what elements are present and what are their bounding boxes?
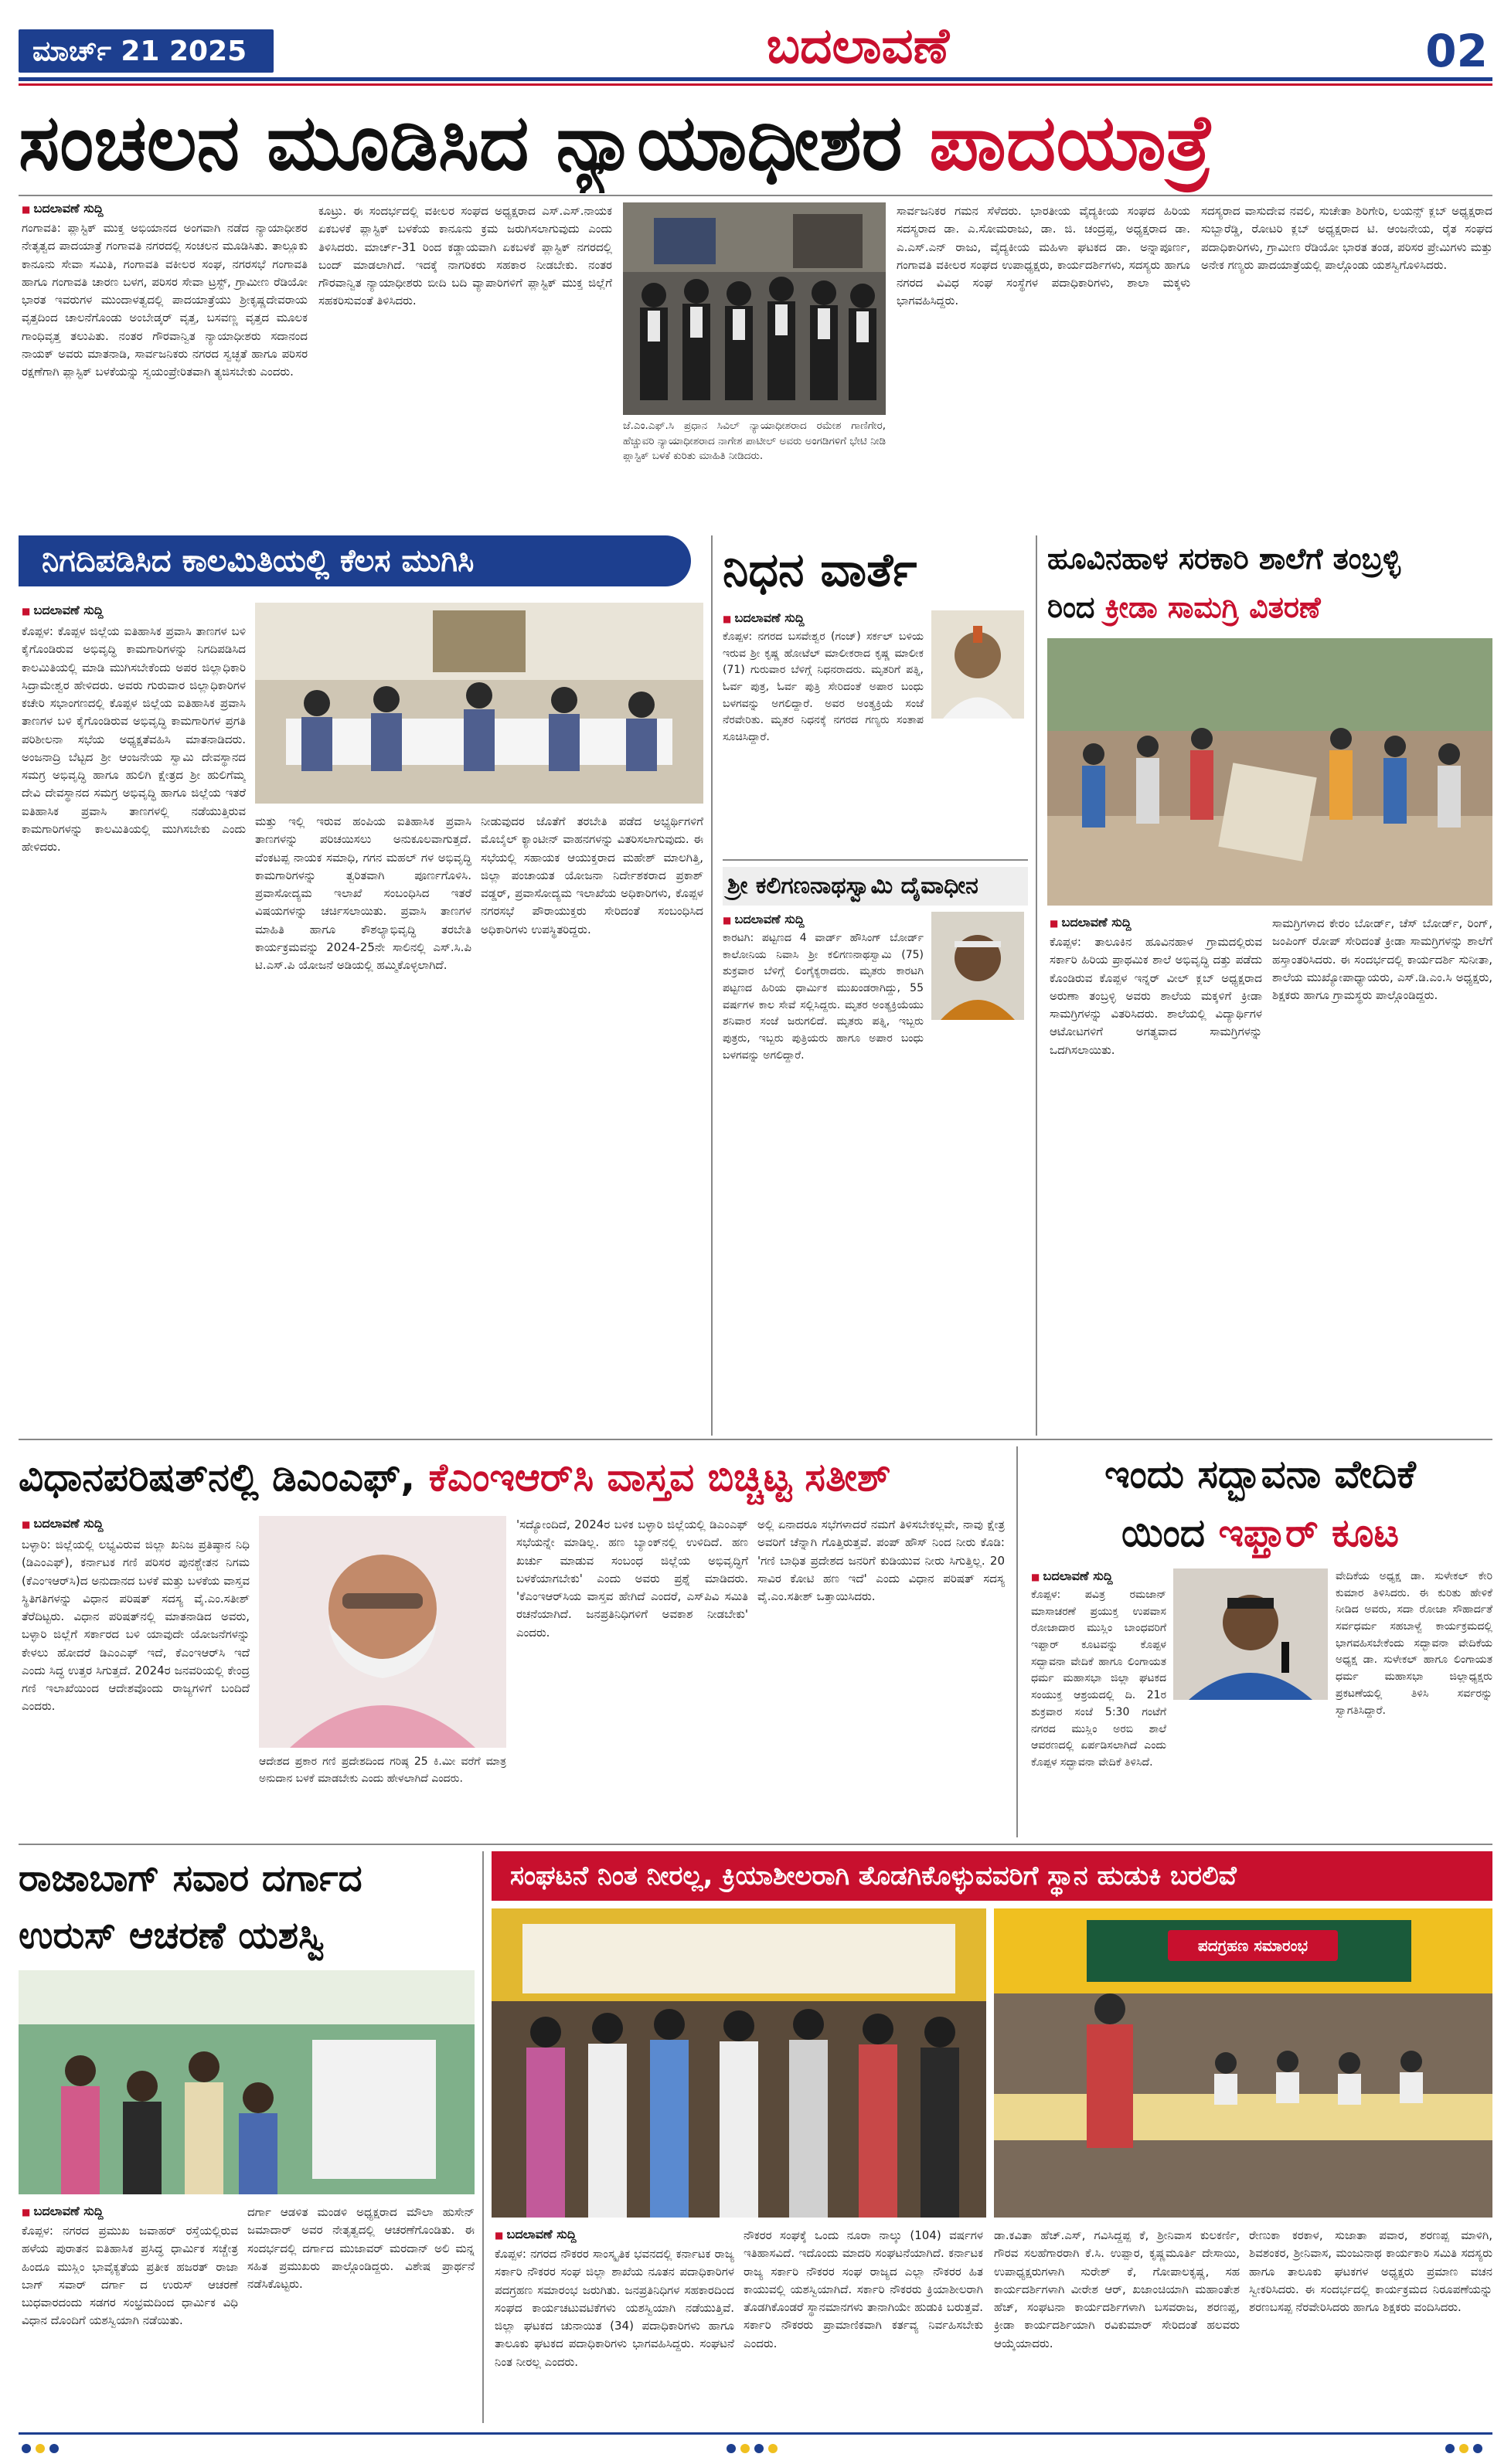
story8-column-1: ಕೊಪ್ಪಳ: ನಗರದ ಪ್ರಮುಖ ಜವಾಹರ್ ರಸ್ತೆಯಲ್ಲಿರುವ ಹಳೆಯ ಪುರಾತನ ಐತಿಹಾಸಿಕ ಪ್ರಸಿದ್ಧ ಧಾರ್ಮಿಕ ಸಚ್ಚೇತ್ರ ಹಿಂದೂ ಮುಸ್ಲಿಂ ಭಾವೈಕ್ಯತೆಯ ಪ್ರತೀಕ ಹಜರತ್ ರಾಜಾ ಬಾಗ್ ಸವಾರ್ ದರ್ಗಾ ದ ಉರುಸ್ ಆಚರಣೆ ಬುಧವಾರದಂದು ಸಡಗರ ಸಂಭ್ರಮದಿಂದ ಧಾರ್ಮಿಕ ವಿಧಿ ವಿಧಾನ ದೊಂದಿಗೆ ಯಶಸ್ವಿಯಾಗಿ ನಡೆಯಿತು. (22, 2224, 238, 2328)
story9-column-4: ರೇಣುಕಾ ಕರಕಾಳ, ಸುಜಾತಾ ಪವಾರ, ಶರಣಪ್ಪ ಮಾಳಿಗಿ, ಶಿವಶಂಕರ, ಶ್ರೀನಿವಾಸ, ಮಂಜುನಾಥ ಕಾರ್ಯಕಾರಿ ಸಮಿತಿ ಸದಸ್ಯರು ಹಾಗೂ ತಾಲೂಕು ಘಟಕಗಳ ಅಧ್ಯಕ್ಷರು ಪ್ರಮಾಣ ವಚನ ಸ್ವೀಕರಿಸಿದರು. ಈ ಸಂದರ್ಭದಲ್ಲಿ ಕಾರ್ಯಕ್ರಮದ ನಿರೂಪಣೆಯನ್ನು ಶರಣಬಸಪ್ಪ ನೆರವೇರಿಸಿದರು ಹಾಗೂ ಶಿಕ್ಷಕರು ವಂದಿಸಿದರು. (1249, 2228, 1492, 2314)
story9-byline: ■ ಬದಲಾವಣೆ ಸುದ್ದಿ (495, 2227, 577, 2242)
story7-column-1: ಕೊಪ್ಪಳ: ಪವಿತ್ರ ರಮಜಾನ್ ಮಾಸಾಚರಣೆ ಪ್ರಯುಕ್ತ ಉಪವಾಸ ರೋಜಾದಾರ ಮುಸ್ಲಿಂ ಬಾಂಧವರಿಗೆ ಇಫ್ತಾರ್ ಕೂಟವನ್ನು ಕೊಪ್ಪಳ ಸದ್ಭಾವನಾ ವೇದಿಕೆ ಹಾಗೂ ಲಿಂಗಾಯತ ಧರ್ಮ ಮಹಾಸಭಾ ಜಿಲ್ಲಾ ಘಟಕದ ಸಂಯುಕ್ತ ಆಶ್ರಯದಲ್ಲಿ ದಿ. 21ರ ಶುಕ್ರವಾರ ಸಂಜೆ 5:30 ಗಂಟೆಗೆ ನಗರದ ಮುಸ್ಲಿಂ ಅರಬಿ ಶಾಲೆ ಆವರಣದಲ್ಲಿ ಏರ್ಪಡಿಸಲಾಗಿದೆ ಎಂದು ಕೊಪ್ಪಳ ಸದ್ಭಾವನಾ ವೇದಿಕೆ ತಿಳಿಸಿದೆ. (1031, 1589, 1166, 1769)
story5-column-2: ಸಾಮಗ್ರಿಗಳಾದ ಕೇರಂ ಬೋರ್ಡ್, ಚೆಸ್ ಬೋರ್ಡ್, ರಿಂಗ್, ಜಂಪಿಂಗ್ ರೋಪ್ ಸೇರಿದಂತೆ ಕ್ರೀಡಾ ಸಾಮಗ್ರಿಗಳನ್ನು ಶಾಲೆಗೆ ಹಸ್ತಾಂತರಿಸಿದರು. ಈ ಸಂದರ್ಭದಲ್ಲಿ ಕಾರ್ಯದರ್ಶಿ ಸುನೀತಾ, ಶಾಲೆಯ ಮುಖ್ಯೋಪಾಧ್ಯಾಯರು, ಎಸ್.ಡಿ.ಎಂ.ಸಿ ಅಧ್ಯಕ್ಷರು, ಶಿಕ್ಷಕರು ಹಾಗೂ ಗ್ರಾಮಸ್ಥರು ಪಾಲ್ಗೊಂಡಿದ್ದರು. (1272, 916, 1492, 1002)
newspaper-title: ಬದಲಾವಣೆ (766, 17, 950, 75)
story1-column-5: ಸದಸ್ಯರಾದ ವಾಸುದೇವ ನವಲಿ, ಸುಚೇತಾ ಶಿರಿಗೇರಿ, ಲಯನ್ಸ್ ಕ್ಲಬ್ ಅಧ್ಯಕ್ಷರಾದ ಸುಬ್ಬಾರೆಡ್ಡಿ, ರೋಟರಿ ಕ್ಲಬ್ ಅಧ್ಯಕ್ಷರಾದ ಟಿ. ಆಂಜನೇಯ, ರೈತ ಸಂಘದ ಪದಾಧಿಕಾರಿಗಳು, ಗ್ರಾಮೀಣ ರೆಡಿಯೋ ಭಾರತ ತಂಡ, ಪರಿಸರ ಪ್ರೇಮಿಗಳು ಮತ್ತು ಅನೇಕ ಗಣ್ಯರು ಪಾದಯಾತ್ರೆಯಲ್ಲಿ ಪಾಲ್ಗೊಂಡು ಯಶಸ್ವಿಗೊಳಿಸಿದರು. (1201, 204, 1492, 272)
footer-dots-left (22, 2442, 63, 2456)
story8-headline-line1: ರಾಜಾಬಾಗ್ ಸವಾರ ದರ್ಗಾದ (19, 1857, 362, 1900)
story8-photo (19, 1970, 475, 2194)
story5-byline: ■ ಬದಲಾವಣೆ ಸುದ್ದಿ (1050, 915, 1132, 930)
story4-body: ಕಾರಟಗಿ: ಪಟ್ಟಣದ 4 ವಾರ್ಡ್ ಹೌಸಿಂಗ್ ಬೋರ್ಡ್ ಕಾಲೋನಿಯ ನಿವಾಸಿ ಶ್ರೀ ಕಲಿಗಣನಾಥಸ್ವಾಮಿ (75) ಶುಕ್ರವಾರ ಬೆಳಿಗ್ಗೆ ಲಿಂಗೈಕ್ಯರಾದರು. ಮೃತರು ಕಾರಟಗಿ ಪಟ್ಟಣದ ಹಿರಿಯ ಧಾರ್ಮಿಕ ಮುಖಂಡರಾಗಿದ್ದು, 55 ವರ್ಷಗಳ ಕಾಲ ಸೇವೆ ಸಲ್ಲಿಸಿದ್ದರು. ಮೃತರ ಅಂತ್ಯಕ್ರಿಯೆಯು ಶನಿವಾರ ಸಂಜೆ ಜರುಗಲಿದೆ. ಮೃತರು ಪತ್ನಿ, ಇಬ್ಬರು ಪುತ್ರರು, ಇಬ್ಬರು ಪುತ್ರಿಯರು ಹಾಗೂ ಅಪಾರ ಬಂಧು ಬಳಗವನ್ನು ಅಗಲಿದ್ದಾರೆ. (723, 932, 924, 1062)
story3-portrait-art (931, 610, 1024, 719)
column-divider (1036, 535, 1037, 1436)
story2-headline-banner: ನಿಗದಿಪಡಿಸಿದ ಕಾಲಮಿತಿಯಲ್ಲಿ ಕೆಲಸ ಮುಗಿಸಿ (19, 535, 691, 586)
story1-photo-caption: ಜೆ.ಎಂ.ಎಫ್.ಸಿ ಪ್ರಧಾನ ಸಿವಿಲ್ ನ್ಯಾಯಾಧೀಶರಾದ ರಮೇಶ ಗಾಣಿಗೇರ, ಹೆಚ್ಚುವರಿ ನ್ಯಾಯಾಧೀಶರಾದ ನಾಗೇಶ ಪಾಟೀಲ್ ಅವರು ಅಂಗಡಿಗಳಿಗೆ ಭೇಟಿ ನೀಡಿ ಪ್ಲಾಸ್ಟಿಕ್ ಬಳಕೆ ಕುರಿತು ಮಾಹಿತಿ ನೀಡಿದರು. (623, 420, 886, 463)
story4-portrait (931, 912, 1024, 1020)
story1-photo-art (623, 202, 886, 415)
story2-byline: ■ ಬದಲಾವಣೆ ಸುದ್ದಿ (22, 603, 104, 618)
story1-headline (19, 93, 1492, 193)
date-badge: ಮಾರ್ಚ್ 21 2025 (19, 29, 274, 73)
footer-rule (19, 2432, 1492, 2435)
story1-column-1: ಗಂಗಾವತಿ: ಪ್ಲಾಸ್ಟಿಕ್ ಮುಕ್ತ ಅಭಿಯಾನದ ಅಂಗವಾಗಿ ನಡೆದ ನ್ಯಾಯಾಧೀಶರ ನೇತೃತ್ವದ ಪಾದಯಾತ್ರೆ ಗಂಗಾವತಿ ನಗರದಲ್ಲಿ ಸಂಚಲನ ಮೂಡಿಸಿತು. ತಾಲ್ಲೂಕು ಕಾನೂನು ಸೇವಾ ಸಮಿತಿ, ಗಂಗಾವತಿ ವಕೀಲರ ಸಂಘ, ನಗರಸಭೆ ಗಂಗಾವತಿ ಹಾಗೂ ಗಂಗಾವತಿ ಚಾರಣ ಬಳಗ, ಪರಿಸರ ಸೇವಾ ಟ್ರಸ್ಟ್, ಗ್ರಾಮೀಣ ರೆಡಿಯೋ ಭಾರತ ಇವರುಗಳ ಮುಂದಾಳತ್ವದಲ್ಲಿ ಪಾದಯಾತ್ರೆಯು ಶ್ರೀಕೃಷ್ಣದೇವರಾಯ ವೃತ್ತದಿಂದ ಚಾಲನೆಗೊಂಡು ಅಂಬೇಡ್ಕರ್ ವೃತ್ತ, ಬಸವಣ್ಣ ವೃತ್ತದ ಮೂಲಕ ಗಾಂಧಿವೃತ್ತ ತಲುಪಿತು. ನಂತರ ಗೌರವಾನ್ವಿತ ನ್ಯಾಯಾಧೀಶರು ಸದಾನಂದ ನಾಯಕ್ ಅವರು ಮಾತನಾಡಿ, ಸಾರ್ವಜನಿಕರು ನಗರದ ಸ್ವಚ್ಛತೆ ಹಾಗೂ ಪರಿಸರ ರಕ್ಷಣೆಗಾಗಿ ಪ್ಲಾಸ್ಟಿಕ್ ಬಳಕೆಯನ್ನು ಸ್ವಯಂಪ್ರೇರಿತವಾಗಿ ತ್ಯಜಿಸಬೇಕು ಎಂದರು. (22, 221, 308, 379)
story5-photo-art (1047, 638, 1492, 906)
column-divider (482, 1851, 484, 2423)
story1-headline-main: ಸಂಚಲನ ಮೂಡಿಸಿದ ನ್ಯಾಯಾಧೀಶರ (19, 97, 930, 188)
story8-column-2: ದರ್ಗಾ ಆಡಳಿತ ಮಂಡಳಿ ಅಧ್ಯಕ್ಷರಾದ ಮೌಲಾ ಹುಸೇನ್ ಜಮಾದಾರ್ ಅವರ ನೇತೃತ್ವದಲ್ಲಿ ಆಚರಣೆಗೊಂಡಿತು. ಈ ಸಂದರ್ಭದಲ್ಲಿ ದರ್ಗಾದ ಮುಜಾವರ್ ಮರದಾನ್ ಅಲಿ ಮನ್ನ ಸಹಿತ ಪ್ರಮುಖರು ಪಾಲ್ಗೊಂಡಿದ್ದರು. ವಿಶೇಷ ಪ್ರಾರ್ಥನೆ ನಡೆಸಿಕೊಟ್ಟರು. (247, 2205, 475, 2291)
story2-photo (255, 603, 703, 804)
story1-byline: ■ ಬದಲಾವಣೆ ಸುದ್ದಿ (22, 201, 104, 216)
story7-headline-line2 (1028, 1505, 1492, 1561)
story7-column-2: ವೇದಿಕೆಯ ಅಧ್ಯಕ್ಷ ಡಾ. ಸುಳೇಕಲ್ ಕೇರಿ ಕುಮಾರ ತಿಳಿಸಿದರು. ಈ ಕುರಿತು ಹೇಳಿಕೆ ನೀಡಿದ ಅವರು, ಸದಾ ರೋಜಾ ಸೌಹಾರ್ದತೆ ಸರ್ವಧರ್ಮ ಸಹಬಾಳ್ವೆ ಕಾರ್ಯಕ್ರಮದಲ್ಲಿ ಭಾಗವಹಿಸಬೇಕೆಂದು ಸದ್ಭಾವನಾ ವೇದಿಕೆಯ ಅಧ್ಯಕ್ಷ ಡಾ. ಸುಳೇಕಲ್ ಹಾಗೂ ಲಿಂಗಾಯತ ಧರ್ಮ ಮಹಾಸಭಾ ಜಿಲ್ಲಾಧ್ಯಕ್ಷರು ಪ್ರಕಟಣೆಯಲ್ಲಿ ತಿಳಿಸಿ ಸರ್ವರನ್ನು ಸ್ವಾಗತಿಸಿದ್ದಾರೆ. (1336, 1570, 1492, 1717)
story3-byline: ■ ಬದಲಾವಣೆ ಸುದ್ದಿ (723, 610, 805, 626)
story9-column-2: ನೌಕರರ ಸಂಘಕ್ಕೆ ಒಂದು ನೂರಾ ನಾಲ್ಕು (104) ವರ್ಷಗಳ ಇತಿಹಾಸವಿದೆ. ಇದೊಂದು ಮಾದರಿ ಸಂಘಟನೆಯಾಗಿದೆ. ಕರ್ನಾಟಕ ರಾಜ್ಯ ಸರ್ಕಾರಿ ನೌಕರರ ಸಂಘ ರಾಜ್ಯದ ಎಲ್ಲಾ ನೌಕರರ ಹಿತ ಕಾಯುವಲ್ಲಿ ಯಶಸ್ವಿಯಾಗಿದೆ. ಸರ್ಕಾರಿ ನೌಕರರು ಕ್ರಿಯಾಶೀಲರಾಗಿ ತೊಡಗಿಕೊಂಡರೆ ಸ್ಥಾನಮಾನಗಳು ತಾನಾಗಿಯೇ ಹುಡುಕಿ ಬರುತ್ತವೆ. ಸರ್ಕಾರಿ ನೌಕರರು ಪ್ರಾಮಾಣಿಕವಾಗಿ ಕರ್ತವ್ಯ ನಿರ್ವಹಿಸಬೇಕು ಎಂದರು. (744, 2228, 983, 2350)
story6-column-3: 'ಸದ್ಯೋಂದಿದೆ, 2024ರ ಬಳಿಕ ಬಳ್ಳಾರಿ ಜಿಲ್ಲೆಯಲ್ಲಿ ಡಿಎಂಎಫ್ ಸಭೆಯನ್ನೇ ಮಾಡಿಲ್ಲ. ಹಣ ಬ್ಯಾಂಕ್‌ನಲ್ಲಿ ಉಳಿದಿದೆ. ಹಣ ಖರ್ಚು ಮಾಡುವ ಸಂಬಂಧ ಜಿಲ್ಲೆಯ ಅಭಿವೃದ್ಧಿಗೆ ಬಳಕೆಯಾಗಬೇಕು' ಎಂದು ಅವರು ಪ್ರಶ್ನೆ ಮಾಡಿದರು. 'ಕೆಎಂಇಆರ್‌ಸಿಯ ವಾಸ್ತವ ಹೇಗಿದೆ ಎಂದರೆ, ಎಸ್‌ಪಿವಿ ಸಮಿತಿ ರಚನೆಯಾಗಿದೆ. ಜನಪ್ರತಿನಿಧಿಗಳಿಗೆ ಅವಕಾಶ ನೀಡಬೇಕು' ಎಂದರು. (516, 1517, 748, 1640)
story8-byline: ■ ಬದಲಾವಣೆ ಸುದ್ದಿ (22, 2204, 104, 2219)
section-divider (19, 1439, 1492, 1440)
story4-headline: ಶ್ರೀ ಕಲಿಗಣನಾಥಸ್ವಾಮಿ ದೈವಾಧೀನ (723, 867, 1028, 906)
story6-portrait-art (259, 1516, 506, 1748)
story9-column-3: ಡಾ.ಕವಿತಾ ಹೆಚ್.ಎಸ್, ಗವಿಸಿದ್ದಪ್ಪ ಕೆ, ಶ್ರೀನಿವಾಸ ಕುಲಕರ್ಣಿ, ಗೌರವ ಸಲಹೆಗಾರರಾಗಿ ಕೆ.ಸಿ. ಉಪ್ಪಾರ, ಕೃಷ್ಣಮೂರ್ತಿ ದೇಸಾಯಿ, ಉಪಾಧ್ಯಕ್ಷರುಗಳಾಗಿ ಸುರೇಶ್ ಕೆ, ಗೋಪಾಲಕೃಷ್ಣ, ಸಹ ಕಾರ್ಯದರ್ಶಿಗಳಾಗಿ ವೀರೇಶ ಆರ್, ಖಜಾಂಚಿಯಾಗಿ ಮಹಾಂತೇಶ ಹೆಚ್, ಸಂಘಟನಾ ಕಾರ್ಯದರ್ಶಿಗಳಾಗಿ ಬಸವರಾಜ, ಶರಣಪ್ಪ, ಕ್ರೀಡಾ ಕಾರ್ಯದರ್ಶಿಯಾಗಿ ರವಿಕುಮಾರ್ ಸೇರಿದಂತೆ ಹಲವರು ಆಯ್ಕೆಯಾದರು. (994, 2228, 1240, 2350)
story9-photo-1-art (492, 1908, 986, 2218)
masthead-rule (19, 77, 1492, 81)
story9-photo-2 (994, 1908, 1492, 2218)
story6-headline-main: ವಿಧಾನಪರಿಷತ್‌ನಲ್ಲಿ ಡಿಎಂಎಫ್, (19, 1455, 429, 1500)
story3-body: ಕೊಪ್ಪಳ: ನಗರದ ಬಸವೇಶ್ವರ (ಗಂಜ್) ಸರ್ಕಲ್ ಬಳಿಯ ಇರುವ ಶ್ರೀ ಕೃಷ್ಣ ಹೋಟೆಲ್ ಮಾಲೀಕರಾದ ಕೃಷ್ಣ ಮಾಲೀಕ (71) ಗುರುವಾರ ಬೆಳಿಗ್ಗೆ ನಿಧನರಾದರು. ಮೃತರಿಗೆ ಪತ್ನಿ, ಓರ್ವ ಪುತ್ರ, ಓರ್ವ ಪುತ್ರಿ ಸೇರಿದಂತೆ ಅಪಾರ ಬಂಧು ಬಳಗವನ್ನು ಅಗಲಿದ್ದಾರೆ. ಅವರ ಅಂತ್ಯಕ್ರಿಯೆ ಸಂಜೆ ನೆರವೇರಿತು. ಮೃತರ ನಿಧನಕ್ಕೆ ನಗರದ ಗಣ್ಯರು ಸಂತಾಪ ಸೂಚಿಸಿದ್ದಾರೆ. (723, 630, 924, 744)
story9-column-1: ಕೊಪ್ಪಳ: ನಗರದ ನೌಕರರ ಸಾಂಸ್ಕೃತಿಕ ಭವನದಲ್ಲಿ ಕರ್ನಾಟಕ ರಾಜ್ಯ ಸರ್ಕಾರಿ ನೌಕರರ ಸಂಘ ಜಿಲ್ಲಾ ಶಾಖೆಯ ನೂತನ ಪದಾಧಿಕಾರಿಗಳ ಪದಗ್ರಹಣ ಸಮಾರಂಭ ಜರುಗಿತು. ಜನಪ್ರತಿನಿಧಿಗಳ ಸಹಕಾರದಿಂದ ಸಂಘದ ಕಾರ್ಯಚಟುವಟಿಕೆಗಳು ಯಶಸ್ವಿಯಾಗಿ ನಡೆಯುತ್ತಿವೆ. ಜಿಲ್ಲಾ ಘಟಕದ ಚುನಾಯಿತ (34) ಪದಾಧಿಕಾರಿಗಳು ಹಾಗೂ ತಾಲೂಕು ಘಟಕದ ಪದಾಧಿಕಾರಿಗಳು ಭಾಗವಹಿಸಿದ್ದರು. ಸಂಘಟನೆ ನಿಂತ ನೀರಲ್ಲ ಎಂದರು. (495, 2247, 734, 2369)
section-divider (19, 195, 1492, 196)
story1-photo (623, 202, 886, 415)
story6-portrait (259, 1516, 506, 1748)
story7-headline-line1: ಇಂದು ಸದ್ಭಾವನಾ ವೇದಿಕೆ (1104, 1452, 1416, 1497)
column-divider (711, 535, 713, 1436)
story6-photo-caption: ಆದೇಶದ ಪ್ರಕಾರ ಗಣಿ ಪ್ರದೇಶದಿಂದ ಗರಿಷ್ಠ 25 ಕಿ.ಮೀ ವರೆಗೆ ಮಾತ್ರ ಅನುದಾನ ಬಳಕೆ ಮಾಡಬೇಕು ಎಂದು ಹೇಳಲಾಗಿದೆ ಎಂದರು. (259, 1755, 506, 1785)
story6-byline: ■ ಬದಲಾವಣೆ ಸುದ್ದಿ (22, 1516, 104, 1531)
story5-headline-lead: ರಿಂದ (1047, 590, 1105, 624)
story7-photo-art (1173, 1568, 1328, 1700)
story2-photo-art (255, 603, 703, 804)
story3-headline: ನಿಧನ ವಾರ್ತೆ (723, 543, 917, 597)
page-number: 02 (1425, 25, 1488, 77)
section-divider (19, 1844, 1492, 1845)
story5-column-1: ಕೊಪ್ಪಳ: ತಾಲೂಕಿನ ಹೂವಿನಹಾಳ ಗ್ರಾಮದಲ್ಲಿರುವ ಸರ್ಕಾರಿ ಹಿರಿಯ ಪ್ರಾಥಮಿಕ ಶಾಲೆ ಅಭಿವೃದ್ಧಿ ದತ್ತು ಪಡೆದು ಕೊಂಡಿರುವ ಕೊಪ್ಪಳ ಇನ್ನರ್ ವೀಲ್ ಕ್ಲಬ್ ಅಧ್ಯಕ್ಷರಾದ ಅರುಣಾ ತಂಬ್ರಳ್ಳಿ ಅವರು ಶಾಲೆಯ ಮಕ್ಕಳಿಗೆ ಕ್ರೀಡಾ ಸಾಮಗ್ರಿಗಳನ್ನು ವಿತರಿಸಿದರು. ಶಾಲೆಯಲ್ಲಿ ವಿದ್ಯಾರ್ಥಿಗಳ ಆಟೋಟಗಳಿಗೆ ಅಗತ್ಯವಾದ ಸಾಮಗ್ರಿಗಳನ್ನು ಒದಗಿಸಲಾಯಿತು. (1050, 935, 1262, 1057)
section-divider (723, 859, 1028, 861)
story5-headline-line1: ಹೂವಿನಹಾಳ ಸರಕಾರಿ ಶಾಲೆಗೆ ತಂಬ್ರಳ್ಳಿ (1047, 542, 1401, 576)
story4-byline: ■ ಬದಲಾವಣೆ ಸುದ್ದಿ (723, 912, 805, 927)
story5-headline-line2 (1047, 584, 1492, 630)
story7-headline-accent: ಇಫ್ತಾರ್ ಕೂಟ (1218, 1511, 1400, 1555)
story6-headline (19, 1446, 1008, 1508)
story6-column-1: ಬಳ್ಳಾರಿ: ಜಿಲ್ಲೆಯಲ್ಲಿ ಲಭ್ಯವಿರುವ ಜಿಲ್ಲಾ ಖನಿಜ ಪ್ರತಿಷ್ಠಾನ ನಿಧಿ (ಡಿಎಂಎಫ್), ಕರ್ನಾಟಕ ಗಣಿ ಪರಿಸರ ಪುನಶ್ಚೇತನ ನಿಗಮ (ಕೆಎಂಇಆರ್‌ಸಿ)ದ ಅನುದಾನದ ಬಳಕೆ ಮತ್ತು ಬಳಕೆಯ ವಾಸ್ತವ ಸ್ಥಿತಿಗತಿಗಳನ್ನು ವಿಧಾನ ಪರಿಷತ್ ಸದಸ್ಯ ವೈ.ಎಂ.ಸತೀಶ್ ತೆರೆದಿಟ್ಟರು. ವಿಧಾನ ಪರಿಷತ್‌ನಲ್ಲಿ ಮಾತನಾಡಿದ ಅವರು, ಬಳ್ಳಾರಿ ಜಿಲ್ಲೆಗೆ ಸರ್ಕಾರದ ಬಳಿ ಯಾವುದೇ ಯೋಜನೆಗಳನ್ನು ಕೇಳಲು ಹೋದರೆ ಡಿಎಂಎಫ್ ಇದೆ, ಕೆಎಂಇಆರ್‌ಸಿ ಇದೆ ಎಂದು ಸಿದ್ಧ ಉತ್ತರ ಸಿಗುತ್ತದೆ. 2024ರ ಜನವರಿಯಲ್ಲಿ ಕೇಂದ್ರ ಗಣಿ ಇಲಾಖೆಯಿಂದ ಆದೇಶವೊಂದು ರಾಜ್ಯಗಳಿಗೆ ಬಂದಿದೆ ಎಂದರು. (22, 1538, 250, 1714)
story9-headline-banner: ಸಂಘಟನೆ ನಿಂತ ನೀರಲ್ಲ, ಕ್ರಿಯಾಶೀಲರಾಗಿ ತೊಡಗಿಕೊಳ್ಳುವವರಿಗೆ ಸ್ಥಾನ ಹುಡುಕಿ ಬರಲಿವೆ (492, 1851, 1492, 1901)
story1-headline-accent: ಪಾದಯಾತ್ರೆ (929, 97, 1213, 188)
masthead-rule-accent (19, 83, 1492, 86)
story3-portrait (931, 610, 1024, 719)
story4-portrait-art (931, 912, 1024, 1020)
story7-byline: ■ ಬದಲಾವಣೆ ಸುದ್ದಿ (1031, 1568, 1113, 1584)
story6-headline-accent: ಕೆಎಂಇಆರ್‌ಸಿ ವಾಸ್ತವ ಬಿಚ್ಚಿಟ್ಟ ಸತೀಶ್ (428, 1455, 891, 1500)
footer-dots-center (727, 2442, 782, 2456)
column-divider (1016, 1446, 1018, 1837)
story5-headline-accent: ಕ್ರೀಡಾ ಸಾಮಗ್ರಿ ವಿತರಣೆ (1104, 590, 1321, 624)
footer-dots-right (1445, 2442, 1487, 2456)
story7-headline-lead: ಯಿಂದ (1121, 1511, 1219, 1555)
story9-photo-1 (492, 1908, 986, 2218)
story1-column-2: ಕೂಟ್ರು. ಈ ಸಂದರ್ಭದಲ್ಲಿ ವಕೀಲರ ಸಂಘದ ಅಧ್ಯಕ್ಷರಾದ ಎಸ್.ಎಸ್.ನಾಯಕ ಏಕಬಳಕೆ ಪ್ಲಾಸ್ಟಿಕ್ ಬಳಕೆಯ ಕಾನೂನು ಕ್ರಮ ಜರುಗಿಸಲಾಗುವುದು ಎಂದು ತಿಳಿಸಿದರು. ಮಾರ್ಚ್-31 ರಿಂದ ಕಡ್ಡಾಯವಾಗಿ ಏಕಬಳಕೆ ಪ್ಲಾಸ್ಟಿಕ್ ನಗರದಲ್ಲಿ ಬಂದ್ ಮಾಡಲಾಗಿದೆ. ಇದಕ್ಕೆ ನಾಗರಿಕರು ಸಹಕಾರ ನೀಡಬೇಕು. ನಂತರ ಗೌರವಾನ್ವಿತ ನ್ಯಾಯಾಧೀಶರು ಬೀದಿ ಬದಿ ವ್ಯಾಪಾರಿಗಳಿಗೆ ಪ್ಲಾಸ್ಟಿಕ್ ಮುಕ್ತ ಜಿಲ್ಲೆಗೆ ಸಹಕರಿಸುವಂತೆ ತಿಳಿಸಿದರು. (318, 204, 612, 308)
story2-column-2: ಮತ್ತು ಇಲ್ಲಿ ಇರುವ ಹಂಪಿಯ ಐತಿಹಾಸಿಕ ಪ್ರವಾಸಿ ತಾಣಗಳನ್ನು ಪರಿಚಯಿಸಲು ಅನುಕೂಲವಾಗುತ್ತದೆ. ವೆಂಕಟಪ್ಪ ನಾಯಕ ಸಮಾಧಿ, ಗಗನ ಮಹಲ್ ಗಳ ಅಭಿವೃದ್ಧಿ ಕಾಮಗಾರಿಗಳನ್ನು ತ್ವರಿತವಾಗಿ ಪೂರ್ಣಗೊಳಿಸಿ. ಪ್ರವಾಸೋದ್ಯಮ ಇಲಾಖೆ ಸಂಬಂಧಿಸಿದ ಇತರೆ ವಿಷಯಗಳನ್ನು ಚರ್ಚಿಸಲಾಯಿತು. ಪ್ರವಾಸಿ ತಾಣಗಳ ಮಾಹಿತಿ ಹಾಗೂ ಕೌಶಲ್ಯಾಭಿವೃದ್ಧಿ ತರಬೇತಿ ಕಾರ್ಯಕ್ರಮವನ್ನು 2024-25ನೇ ಸಾಲಿನಲ್ಲಿ ಎಸ್.ಸಿ.ಪಿ ಟಿ.ಎಸ್.ಪಿ ಯೋಜನೆ ಅಡಿಯಲ್ಲಿ ಹಮ್ಮಿಕೊಳ್ಳಲಾಗಿದೆ. (255, 814, 471, 972)
story8-photo-art (19, 1970, 475, 2194)
story1-column-4: ಸಾರ್ವಜನಿಕರ ಗಮನ ಸೆಳೆದರು. ಭಾರತೀಯ ವೈದ್ಯಕೀಯ ಸಂಘದ ಹಿರಿಯ ಸದಸ್ಯರಾದ ಡಾ. ಎ.ಸೋಮರಾಜು, ಡಾ. ಜಿ. ಚಂದ್ರಪ್ಪ, ಅಧ್ಯಕ್ಷರಾದ ಡಾ. ಎ.ಎಸ್.ಎನ್ ರಾಜು, ವೈದ್ಯಕೀಯ ಮಹಿಳಾ ಘಟಕದ ಡಾ. ಅನ್ನಾಪೂರ್ಣ, ಗಂಗಾವತಿ ವಕೀಲರ ಸಂಘದ ಉಪಾಧ್ಯಕ್ಷರು, ಕಾರ್ಯದರ್ಶಿಗಳು, ಸದಸ್ಯರು ಹಾಗೂ ನಗರದ ವಿವಿಧ ಸಂಘ ಸಂಸ್ಥೆಗಳ ಪದಾಧಿಕಾರಿಗಳು, ಶಾಲಾ ಮಕ್ಕಳು ಭಾಗವಹಿಸಿದ್ದರು. (897, 204, 1190, 308)
story8-headline-line2: ಉರುಸ್ ಆಚರಣೆ ಯಶಸ್ವಿ (19, 1914, 325, 1957)
story6-column-4: ಅಲ್ಲಿ ಏನಾದರೂ ಸಭೆಗಳಾದರೆ ನಮಗೆ ತಿಳಿಸಬೇಕಲ್ಲವೇ, ನಾವು ಕ್ಷೇತ್ರ ಅವರಿಗೆ ಚೆನ್ನಾಗಿ ಗೊತ್ತಿರುತ್ತವೆ. ಪಂಪ್ ಹೌಸ್ ನಿಂದ ನೀರು ಕೊಡಿ: 'ಗಣಿ ಬಾಧಿತ ಪ್ರದೇಶದ ಜನರಿಗೆ ಕುಡಿಯುವ ನೀರು ಸಿಗುತ್ತಿಲ್ಲ. 20 ಸಾವಿರ ಕೋಟಿ ಹಣ ಇದೆ' ಎಂದು ವಿಧಾನ ಪರಿಷತ್ ಸದಸ್ಯ ವೈ.ಎಂ.ಸತೀಶ್ ಒತ್ತಾಯಿಸಿದರು. (757, 1517, 1005, 1603)
story5-photo (1047, 638, 1492, 906)
story2-column-1: ಕೊಪ್ಪಳ: ಕೊಪ್ಪಳ ಜಿಲ್ಲೆಯ ಐತಿಹಾಸಿಕ ಪ್ರವಾಸಿ ತಾಣಗಳ ಬಳಿ ಕೈಗೊಂಡಿರುವ ಅಭಿವೃದ್ಧಿ ಕಾಮಗಾರಿಗಳನ್ನು ನಿಗದಿಪಡಿಸಿದ ಕಾಲಮಿತಿಯಲ್ಲಿ ಮಾಡಿ ಮುಗಿಸಬೇಕೆಂದು ಅಪರ ಜಿಲ್ಲಾಧಿಕಾರಿ ಸಿದ್ರಾಮೇಶ್ವರ ಹೇಳಿದರು. ಅವರು ಗುರುವಾರ ಜಿಲ್ಲಾಧಿಕಾರಿಗಳ ಕಚೇರಿ ಸಭಾಂಗಣದಲ್ಲಿ ಕೊಪ್ಪಳ ಜಿಲ್ಲೆಯ ಐತಿಹಾಸಿಕ ಪ್ರವಾಸಿ ತಾಣಗಳ ಬಳಿ ಕೈಗೊಂಡಿರುವ ಅಭಿವೃದ್ಧಿ ಕಾಮಗಾರಿಗಳ ಪ್ರಗತಿ ಪರಿಶೀಲನಾ ಸಭೆಯ ಅಧ್ಯಕ್ಷತೆವಹಿಸಿ ಮಾತನಾಡಿದರು. ಅಂಜನಾದ್ರಿ ಬೆಟ್ಟದ ಶ್ರೀ ಆಂಜನೇಯ ಸ್ವಾಮಿ ದೇವಸ್ಥಾನದ ಸಮಗ್ರ ಅಭಿವೃದ್ಧಿ ಹಾಗೂ ಹುಲಿಗಿ ಕ್ಷೇತ್ರದ ಶ್ರೀ ಹುಲಿಗೆಮ್ಮ ದೇವಿ ದೇವಸ್ಥಾನದ ಸಮಗ್ರ ಅಭಿವೃದ್ಧಿ ಹಾಗೂ ಜಿಲ್ಲೆಯ ಇತರೆ ಐತಿಹಾಸಿಕ ಪ್ರವಾಸಿ ತಾಣಗಳಲ್ಲಿ ನಡೆಯುತ್ತಿರುವ ಕಾಮಗಾರಿಗಳನ್ನು ಕಾಲಮಿತಿಯಲ್ಲಿ ಮುಗಿಸಬೇಕು ಎಂದು ಹೇಳಿದರು. (22, 624, 246, 854)
story2-column-3: ನೀಡುವುದರ ಜೊತೆಗೆ ತರಬೇತಿ ಪಡೆದ ಅಭ್ಯರ್ಥಿಗಳಿಗೆ ಮೊಬೈಲ್ ಕ್ಯಾಂಟೀನ್ ವಾಹನಗಳನ್ನು ವಿತರಿಸಲಾಗುವುದು. ಈ ಸಭೆಯಲ್ಲಿ ಸಹಾಯಕ ಆಯುಕ್ತರಾದ ಮಹೇಶ್ ಮಾಲಗಿತ್ತಿ, ಜಿಲ್ಲಾ ಪಂಚಾಯತ ಯೋಜನಾ ನಿರ್ದೇಶಕರಾದ ಪ್ರಕಾಶ್ ವಡ್ಡರ್, ಪ್ರವಾಸೋದ್ಯಮ ಇಲಾಖೆಯ ಅಧಿಕಾರಿಗಳು, ಕೊಪ್ಪಳ ನಗರಸಭೆ ಪೌರಾಯುಕ್ತರು ಸೇರಿದಂತೆ ಸಂಬಂಧಿಸಿದ ಅಧಿಕಾರಿಗಳು ಉಪಸ್ಥಿತರಿದ್ದರು. (481, 814, 703, 936)
story9-event-banner: ಪದಗ್ರಹಣ ಸಮಾರಂಭ (1168, 1930, 1338, 1961)
story7-photo (1173, 1568, 1328, 1700)
